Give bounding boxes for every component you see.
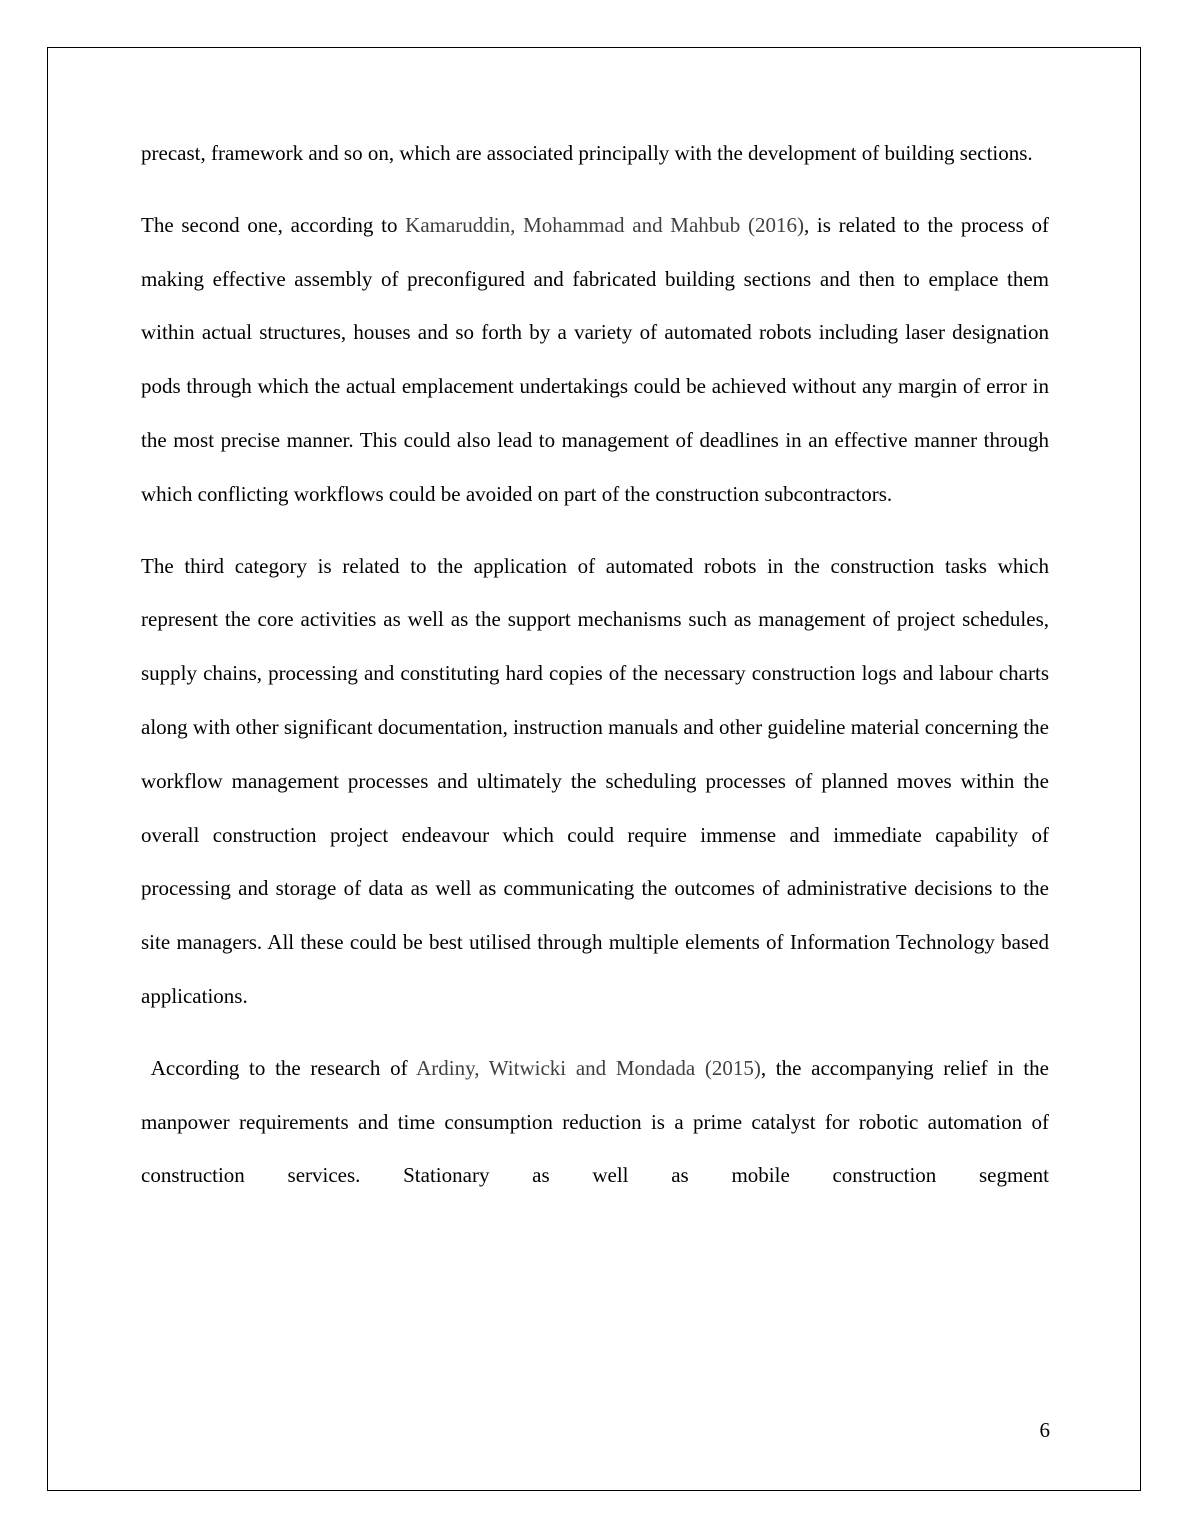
paragraph-4-text-before: According to the research of	[141, 1055, 417, 1080]
paragraph-2-text-after: , is related to the process of making effective assembly of preconfigured and fabricated building sections and then to emplace them within actual structures, houses and so forth by a variety of automated robots including laser designation pods through which the actual emplacement undertakings could be achieved without any margin of error in the most precise manner. This could also lead to management of deadlines in an effective manner through which conflicting workflows could be avoided on part of the construction subcontractors.	[141, 212, 1049, 506]
paragraph-2	[141, 199, 1049, 522]
page-number: 6	[1039, 1418, 1050, 1442]
paragraph-2-text-before: The second one, according to	[141, 212, 406, 237]
citation-ardiny: Ardiny, Witwicki and Mondada (2015)	[416, 1055, 761, 1080]
paragraph-4-text-after: , the accompanying relief in the manpower requirements and time consumption reduction is a prime catalyst for robotic automation of construction services. Stationary as well as mobile construction segment	[141, 1055, 1055, 1188]
citation-kamaruddin: Kamaruddin, Mohammad and Mahbub (2016)	[405, 212, 804, 237]
document-body	[141, 127, 1055, 1221]
paragraph-1-text: precast, framework and so on, which are associated principally with the development of building sections.	[141, 141, 1033, 165]
paragraph-3	[141, 540, 1049, 1024]
paragraph-1	[141, 127, 1049, 181]
paragraph-4	[141, 1042, 1055, 1203]
paragraph-3-text: The third category is related to the application of automated robots in the construction tasks which represent the core activities as well as the support mechanisms such as management of project schedules, supply chains, processing and constituting hard copies of the necessary construction logs and labour charts along with other significant documentation, instruction manuals and other guideline material concerning the workflow management processes and ultimately the scheduling processes of planned moves within the overall construction project endeavour which could require immense and immediate capability of processing and storage of data as well as communicating the outcomes of administrative decisions to the site managers. All these could be best utilised through multiple elements of Information Technology based applications.	[141, 553, 1049, 1008]
